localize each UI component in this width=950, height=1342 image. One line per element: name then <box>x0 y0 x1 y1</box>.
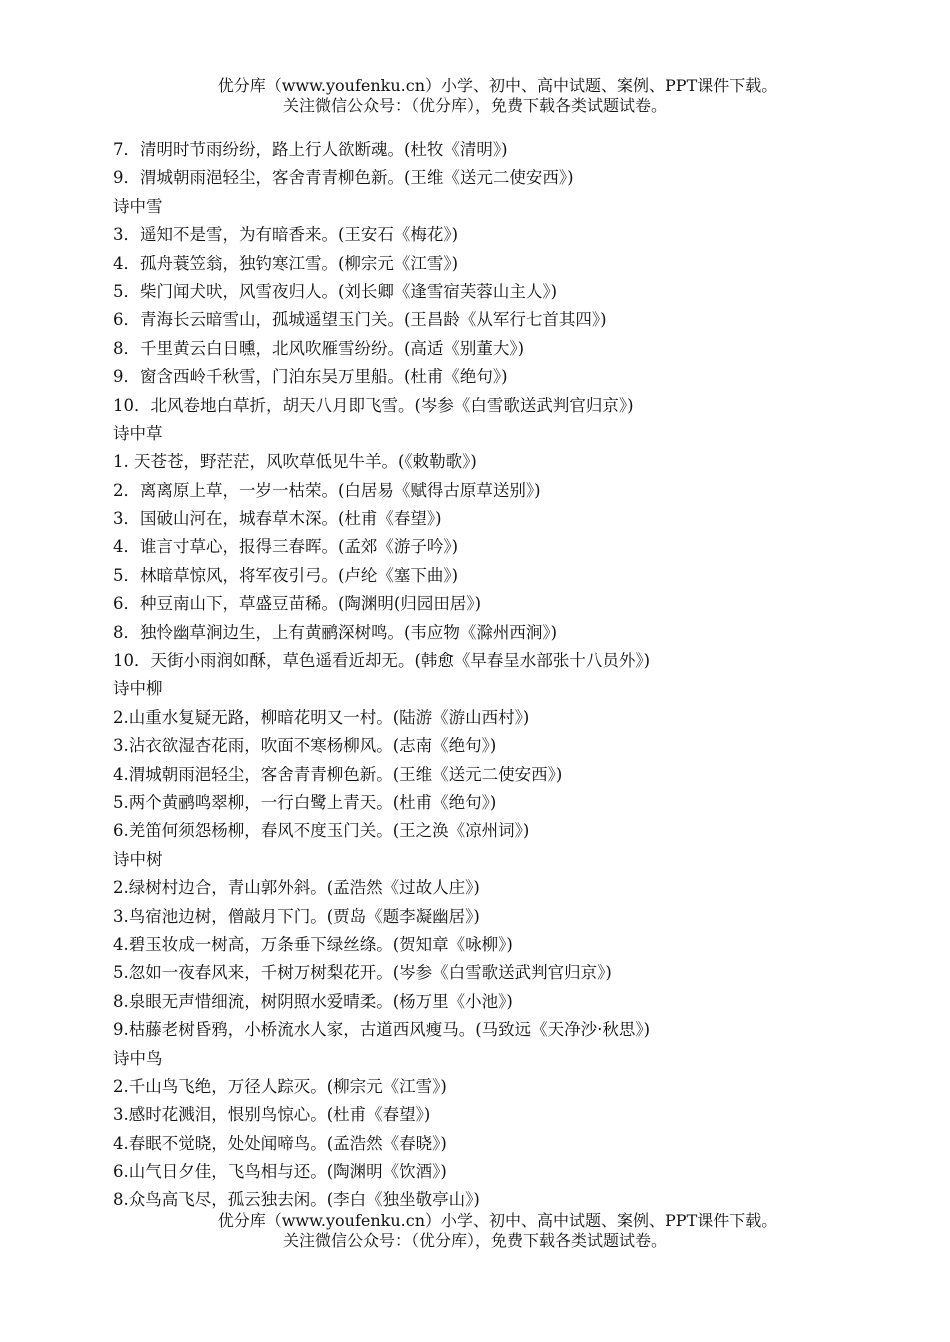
text-line: 8.众鸟高飞尽，孤云独去闲。(李白《独坐敬亭山》) <box>113 1190 480 1210</box>
footer-line-2: 关注微信公众号：（优分库），免费下载各类试题试卷。 <box>282 1231 667 1250</box>
text-line: 3．遥知不是雪，为有暗香来。(王安石《梅花》) <box>113 225 459 245</box>
text-line: 7．清明时节雨纷纷，路上行人欲断魂。(杜牧《清明》) <box>113 140 508 159</box>
document-body <box>113 136 873 1215</box>
text-line: 8．独怜幽草涧边生，上有黄鹂深树鸣。(韦应物《滁州西涧》) <box>113 622 558 642</box>
text-line: 10．北风卷地白草折，胡天八月即飞雪。(岑参《白雪歌送武判官归京》) <box>113 395 634 415</box>
text-line: 4．孤舟蓑笠翁，独钓寒江雪。(柳宗元《江雪》) <box>113 253 459 273</box>
section-heading-willow: 诗中柳 <box>113 679 163 699</box>
text-line: 3.鸟宿池边树，僧敲月下门。(贾岛《题李凝幽居》) <box>113 906 480 926</box>
section-heading-tree: 诗中树 <box>113 849 163 869</box>
text-line: 5．柴门闻犬吠，风雪夜归人。(刘长卿《逢雪宿芙蓉山主人》) <box>113 281 558 301</box>
text-line: 9.枯藤老树昏鸦，小桥流水人家，古道西风瘦马。(马致远《天净沙·秋思》) <box>113 1020 651 1040</box>
page-header <box>0 76 950 116</box>
text-line: 5.忽如一夜春风来，千树万树梨花开。(岑参《白雪歌送武判官归京》) <box>113 963 612 983</box>
text-line: 8.泉眼无声惜细流，树阴照水爱晴柔。(杨万里《小池》) <box>113 991 513 1011</box>
text-line: 2.山重水复疑无路，柳暗花明又一村。(陆游《游山西村》) <box>113 707 530 727</box>
page-footer <box>0 1211 950 1251</box>
text-line: 8．千里黄云白日曛，北风吹雁雪纷纷。(高适《别董大》) <box>113 338 525 358</box>
header-line-2: 关注微信公众号：（优分库），免费下载各类试题试卷。 <box>282 96 667 115</box>
text-line: 4．谁言寸草心，报得三春晖。(孟郊《游子吟》) <box>113 537 459 557</box>
text-line: 6．种豆南山下，草盛豆苗稀。(陶渊明(归园田居》) <box>113 594 482 614</box>
text-line: 10．天街小雨润如酥，草色遥看近却无。(韩愈《早春呈水部张十八员外》) <box>113 651 651 671</box>
text-line: 6.羌笛何须怨杨柳，春风不度玉门关。(王之涣《凉州词》) <box>113 821 530 841</box>
text-line: 6．青海长云暗雪山，孤城遥望玉门关。(王昌龄《从军行七首其四》) <box>113 310 607 330</box>
header-line-1: 优分库（www.youfenku.cn）小学、初中、高中试题、案例、PPT课件下载。 <box>217 76 778 95</box>
text-line: 5．林暗草惊风，将军夜引弓。(卢纶《塞下曲》) <box>113 565 459 585</box>
text-line: 4.碧玉妆成一树高，万条垂下绿丝绦。(贺知章《咏柳》) <box>113 934 513 954</box>
text-line: 2.千山鸟飞绝，万径人踪灭。(柳宗元《江雪》) <box>113 1076 447 1096</box>
text-line: 2.绿树村边合，青山郭外斜。(孟浩然《过故人庄》) <box>113 878 480 898</box>
text-line: 4.春眠不觉晓，处处闻啼鸟。(孟浩然《春晓》) <box>113 1133 447 1153</box>
text-line: 3.感时花溅泪，恨别鸟惊心。(杜甫《春望》) <box>113 1105 431 1125</box>
section-heading-bird: 诗中鸟 <box>113 1048 163 1068</box>
text-line: 2．离离原上草，一岁一枯荣。(白居易《赋得古原草送别》) <box>113 480 541 500</box>
text-line: 6.山气日夕佳，飞鸟相与还。(陶渊明《饮酒》) <box>113 1162 447 1182</box>
text-line: 5.两个黄鹂鸣翠柳，一行白鹭上青天。(杜甫《绝句》) <box>113 792 497 812</box>
text-line: 1. 天苍苍，野茫茫，风吹草低见牛羊。(《敕勒歌》) <box>113 452 477 472</box>
text-line: 3．国破山河在，城春草木深。(杜甫《春望》) <box>113 509 442 529</box>
text-line: 9．渭城朝雨浥轻尘，客舍青青柳色新。(王维《送元二使安西》) <box>113 168 574 188</box>
footer-line-1: 优分库（www.youfenku.cn）小学、初中、高中试题、案例、PPT课件下载。 <box>217 1211 778 1230</box>
text-line: 4.渭城朝雨浥轻尘，客舍青青柳色新。(王维《送元二使安西》) <box>113 764 563 784</box>
section-heading-grass: 诗中草 <box>113 423 163 443</box>
section-heading-snow: 诗中雪 <box>113 196 163 216</box>
text-line: 9．窗含西岭千秋雪，门泊东吴万里船。(杜甫《绝句》) <box>113 367 508 387</box>
text-line: 3.沾衣欲湿杏花雨，吹面不寒杨柳风。(志南《绝句》) <box>113 736 497 756</box>
